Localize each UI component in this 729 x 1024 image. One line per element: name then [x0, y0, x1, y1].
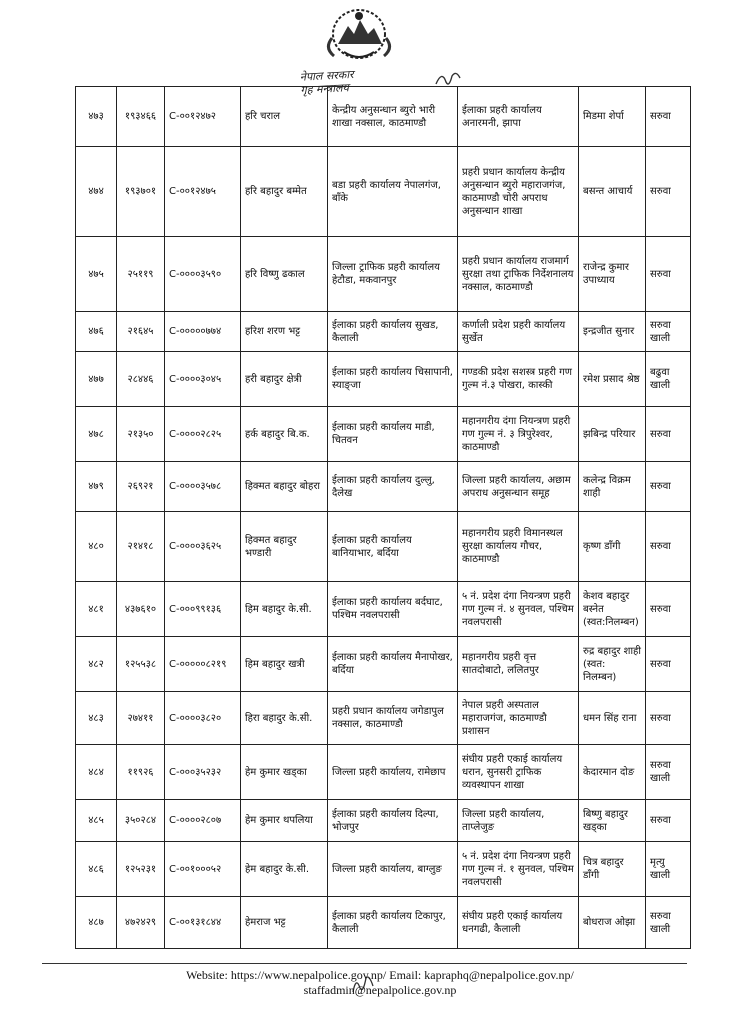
- cell-to: प्रहरी प्रधान कार्यालय केन्द्रीय अनुसन्धान ब्युरो महाराजगंज, काठमाण्डौ चोरी अपराध अनुसन्धान शाखा: [458, 147, 579, 237]
- cell-code: C-००००२८०७: [165, 800, 241, 842]
- cell-from: जिल्ला प्रहरी कार्यालय, बाग्लुङ: [328, 842, 458, 897]
- table-row: [76, 745, 691, 800]
- cell-from: जिल्ला ट्राफिक प्रहरी कार्यालय हेटौडा, मकवानपुर: [328, 237, 458, 312]
- cell-sn: ४८४: [76, 745, 117, 800]
- cell-remark: सरुवा: [646, 512, 691, 582]
- cell-id: ४३७६१०: [117, 582, 165, 637]
- cell-remark: सरुवा: [646, 637, 691, 692]
- footer: [100, 968, 660, 998]
- cell-from: ईलाका प्रहरी कार्यालय चिसापानी, स्याङ्जा: [328, 352, 458, 407]
- cell-code: C-००१२४७५: [165, 147, 241, 237]
- cell-remark: मृत्यु खाली: [646, 842, 691, 897]
- cell-to: गण्डकी प्रदेश सशस्त्र प्रहरी गण गुल्म नं.३ पोखरा, कास्की: [458, 352, 579, 407]
- cell-id: ४७२४२९: [117, 897, 165, 949]
- cell-id: २७४११: [117, 692, 165, 745]
- cell-contact: बोधराज ओझा: [579, 897, 646, 949]
- cell-to: जिल्ला प्रहरी कार्यालय, ताप्लेजुङ: [458, 800, 579, 842]
- cell-to: महानगरीय प्रहरी विमानस्थल सुरक्षा कार्यालय गौचर, काठमाण्डौ: [458, 512, 579, 582]
- cell-to: ५ नं. प्रदेश दंगा नियन्त्रण प्रहरी गण गुल्म नं. १ सुनवल, पश्चिम नवलपरासी: [458, 842, 579, 897]
- table-row: [76, 582, 691, 637]
- cell-code: C-०००३५२३२: [165, 745, 241, 800]
- cell-remark: सरुवा खाली: [646, 897, 691, 949]
- cell-contact: बिष्णु बहादुर खड्का: [579, 800, 646, 842]
- cell-contact: बसन्त आचार्य: [579, 147, 646, 237]
- table-row: [76, 87, 691, 147]
- cell-to: महानगरीय दंगा नियन्त्रण प्रहरी गण गुल्म नं. ३ त्रिपुरेश्वर, काठमाण्डौ: [458, 407, 579, 462]
- cell-sn: ४८५: [76, 800, 117, 842]
- cell-sn: ४७९: [76, 462, 117, 512]
- cell-from: ईलाका प्रहरी कार्यालय बानियाभार, बर्दिया: [328, 512, 458, 582]
- table-row: [76, 692, 691, 745]
- cell-name: हिरा बहादुर के.सी.: [241, 692, 328, 745]
- cell-remark: सरुवा: [646, 800, 691, 842]
- header-org-line2: गृह मन्त्रालय: [300, 81, 350, 97]
- cell-remark: सरुवा: [646, 582, 691, 637]
- cell-contact: केदारमान दोङ: [579, 745, 646, 800]
- cell-from: ईलाका प्रहरी कार्यालय दुल्लु, दैलेख: [328, 462, 458, 512]
- cell-code: C-००००३०४५: [165, 352, 241, 407]
- cell-id: १९३४६६: [117, 87, 165, 147]
- cell-id: १९३७०१: [117, 147, 165, 237]
- cell-code: C-०००९९१३६: [165, 582, 241, 637]
- footer-email: Email: kapraphq@nepalpolice.gov.np/: [386, 968, 574, 982]
- cell-contact: झबिन्द्र परियार: [579, 407, 646, 462]
- cell-name: हेम कुमार थपलिया: [241, 800, 328, 842]
- cell-sn: ४७७: [76, 352, 117, 407]
- cell-sn: ४८७: [76, 897, 117, 949]
- cell-code: C-०००००७७४: [165, 312, 241, 352]
- table-row: [76, 407, 691, 462]
- cell-name: हिम बहादुर के.सी.: [241, 582, 328, 637]
- cell-code: C-००००३५९०: [165, 237, 241, 312]
- cell-contact: मिडमा शेर्पा: [579, 87, 646, 147]
- cell-from: ईलाका प्रहरी कार्यालय माडी, चितवन: [328, 407, 458, 462]
- cell-sn: ४७३: [76, 87, 117, 147]
- header-org-line1: नेपाल सरकार: [299, 67, 354, 84]
- cell-from: प्रहरी प्रधान कार्यालय जगेडापुल नक्साल, काठमाण्डौ: [328, 692, 458, 745]
- cell-name: हेमराज भट्ट: [241, 897, 328, 949]
- table-row: [76, 842, 691, 897]
- cell-id: २१६४५: [117, 312, 165, 352]
- cell-contact: कृष्ण डाँगी: [579, 512, 646, 582]
- cell-id: ३५०२८४: [117, 800, 165, 842]
- cell-remark: सरुवा: [646, 147, 691, 237]
- cell-remark: सरुवा: [646, 692, 691, 745]
- cell-id: १२५२३१: [117, 842, 165, 897]
- cell-sn: ४८६: [76, 842, 117, 897]
- cell-code: C-००००३५७८: [165, 462, 241, 512]
- cell-contact: केशव बहादुर बस्नेत (स्वत:निलम्बन): [579, 582, 646, 637]
- table-row: [76, 462, 691, 512]
- cell-name: हेम कुमार खड्का: [241, 745, 328, 800]
- cell-contact: धमन सिंह राना: [579, 692, 646, 745]
- cell-sn: ४७८: [76, 407, 117, 462]
- cell-from: केन्द्रीय अनुसन्धान ब्युरो भारी शाखा नक्साल, काठमाण्डौ: [328, 87, 458, 147]
- cell-from: ईलाका प्रहरी कार्यालय दिल्पा, भोजपुर: [328, 800, 458, 842]
- cell-name: हरिश शरण भट्ट: [241, 312, 328, 352]
- cell-contact: राजेन्द्र कुमार उपाध्याय: [579, 237, 646, 312]
- cell-remark: सरुवा: [646, 407, 691, 462]
- cell-to: संघीय प्रहरी एकाई कार्यालय धरान, सुनसरी ट्राफिक व्यवस्थापन शाखा: [458, 745, 579, 800]
- cell-name: हिक्मत बहादुर भण्डारी: [241, 512, 328, 582]
- cell-name: हरी बहादुर क्षेत्री: [241, 352, 328, 407]
- cell-from: ईलाका प्रहरी कार्यालय मैनापोखर, बर्दिया: [328, 637, 458, 692]
- cell-id: १२५५३८: [117, 637, 165, 692]
- cell-to: ५ नं. प्रदेश दंगा नियन्त्रण प्रहरी गण गुल्म नं. ४ सुनवल, पश्चिम नवलपरासी: [458, 582, 579, 637]
- cell-code: C-००००२८२५: [165, 407, 241, 462]
- table-row: [76, 147, 691, 237]
- cell-name: हरि चराल: [241, 87, 328, 147]
- table-row: [76, 237, 691, 312]
- cell-code: C-००००३८२०: [165, 692, 241, 745]
- cell-code: C-०००००८२१९: [165, 637, 241, 692]
- cell-remark: सरुवा: [646, 462, 691, 512]
- cell-to: जिल्ला प्रहरी कार्यालय, अछाम अपराध अनुसन्धान समूह: [458, 462, 579, 512]
- cell-from: ईलाका प्रहरी कार्यालय टिकापुर, कैलाली: [328, 897, 458, 949]
- cell-from: जिल्ला प्रहरी कार्यालय, रामेछाप: [328, 745, 458, 800]
- cell-name: हरि बहादुर बम्मेत: [241, 147, 328, 237]
- cell-sn: ४८३: [76, 692, 117, 745]
- cell-to: प्रहरी प्रधान कार्यालय राजमार्ग सुरक्षा तथा ट्राफिक निर्देशनालय नक्साल, काठमाण्डौ: [458, 237, 579, 312]
- cell-id: २६९२१: [117, 462, 165, 512]
- cell-name: हिक्मत बहादुर बोहरा: [241, 462, 328, 512]
- cell-from: बडा प्रहरी कार्यालय नेपालगंज, बाँके: [328, 147, 458, 237]
- cell-id: ११९२६: [117, 745, 165, 800]
- cell-id: २१४१८: [117, 512, 165, 582]
- footer-divider: [42, 963, 687, 964]
- cell-id: २८४४६: [117, 352, 165, 407]
- table-row: [76, 352, 691, 407]
- cell-sn: ४८२: [76, 637, 117, 692]
- cell-code: C-००००३६२५: [165, 512, 241, 582]
- cell-name: हिम बहादुर खत्री: [241, 637, 328, 692]
- cell-to: ईलाका प्रहरी कार्यालय अनारमनी, झापा: [458, 87, 579, 147]
- cell-contact: चित्र बहादुर डाँगी: [579, 842, 646, 897]
- cell-name: हेम बहादुर के.सी.: [241, 842, 328, 897]
- table-row: [76, 800, 691, 842]
- footer-website: Website: https://www.nepalpolice.gov.np/: [186, 968, 387, 982]
- personnel-transfer-table: [75, 86, 691, 949]
- cell-remark: सरुवा खाली: [646, 312, 691, 352]
- cell-code: C-००१०००५२: [165, 842, 241, 897]
- cell-remark: बढुवा खाली: [646, 352, 691, 407]
- cell-contact: इन्द्रजीत सुनार: [579, 312, 646, 352]
- cell-code: C-००१२४७२: [165, 87, 241, 147]
- cell-sn: ४७५: [76, 237, 117, 312]
- cell-id: २१३५०: [117, 407, 165, 462]
- cell-to: नेपाल प्रहरी अस्पताल महाराजगंज, काठमाण्डौ प्रशासन: [458, 692, 579, 745]
- footer-email2: staffadmin@nepalpolice.gov.np: [303, 983, 457, 997]
- cell-to: संघीय प्रहरी एकाई कार्यालय धनगढी, कैलाली: [458, 897, 579, 949]
- cell-remark: सरुवा: [646, 87, 691, 147]
- cell-contact: कलेन्द्र विक्रम शाही: [579, 462, 646, 512]
- table-row: [76, 637, 691, 692]
- cell-contact: रमेश प्रसाद श्रेष्ठ: [579, 352, 646, 407]
- cell-contact: रुद्र बहादुर शाही (स्वत: निलम्बन): [579, 637, 646, 692]
- cell-sn: ४८०: [76, 512, 117, 582]
- cell-name: हरि विष्णु ढकाल: [241, 237, 328, 312]
- cell-from: ईलाका प्रहरी कार्यालय सुखड, कैलाली: [328, 312, 458, 352]
- cell-to: महानगरीय प्रहरी वृत्त सातदोबाटो, ललितपुर: [458, 637, 579, 692]
- cell-remark: सरुवा खाली: [646, 745, 691, 800]
- cell-from: ईलाका प्रहरी कार्यालय बर्दघाट, पश्चिम नवलपरासी: [328, 582, 458, 637]
- table-row: [76, 512, 691, 582]
- cell-remark: सरुवा: [646, 237, 691, 312]
- table-row: [76, 897, 691, 949]
- cell-sn: ४७६: [76, 312, 117, 352]
- cell-name: हर्क बहादुर बि.क.: [241, 407, 328, 462]
- cell-id: २५११९: [117, 237, 165, 312]
- cell-code: C-००१३१८४४: [165, 897, 241, 949]
- table-row: [76, 312, 691, 352]
- cell-to: कर्णाली प्रदेश प्रहरी कार्यालय सुर्खेत: [458, 312, 579, 352]
- cell-sn: ४७४: [76, 147, 117, 237]
- cell-sn: ४८१: [76, 582, 117, 637]
